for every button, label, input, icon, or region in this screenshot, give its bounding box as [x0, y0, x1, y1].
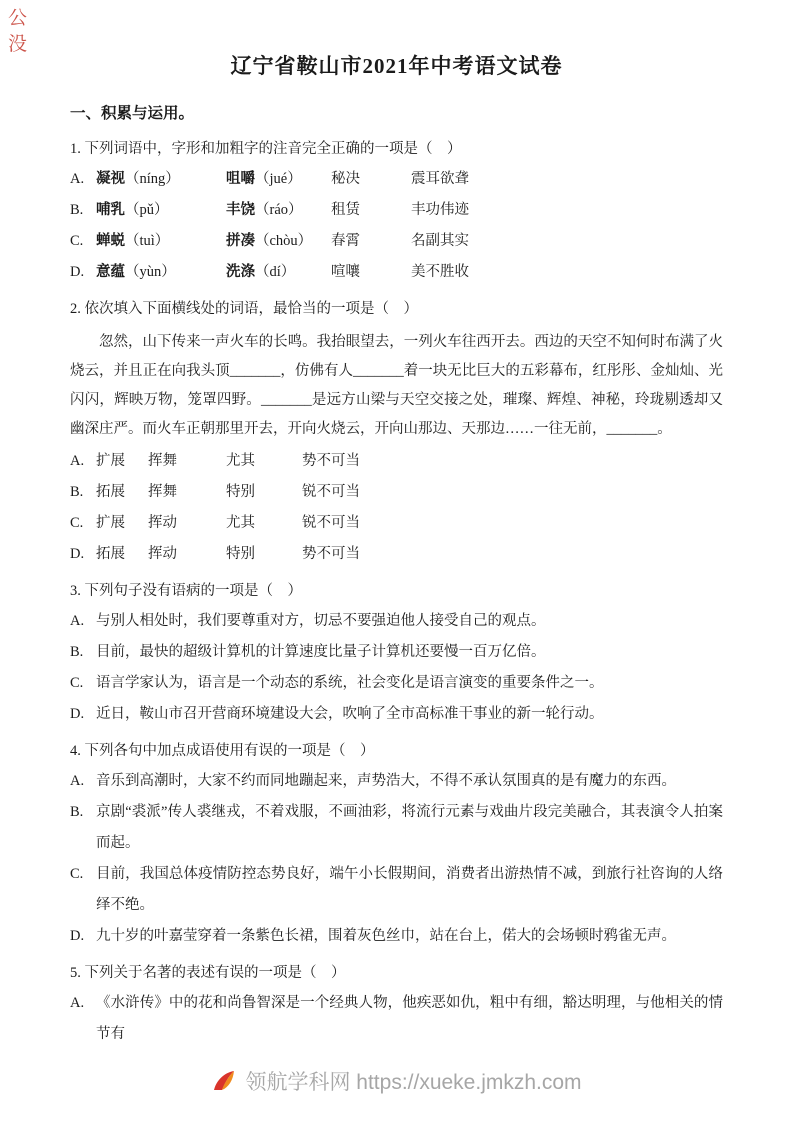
q2-word: 特别	[226, 484, 255, 500]
question-1	[70, 134, 723, 288]
question-1-stem: 1. 下列词语中，字形和加粗字的注音完全正确的一项是（ ）	[70, 141, 462, 157]
q4-option-a	[70, 766, 723, 797]
option-label: D.	[70, 928, 85, 944]
q2-option-b	[70, 477, 723, 508]
q1-word: 租赁	[331, 202, 360, 218]
page-title: 辽宁省鞍山市2021年中考语文试卷	[230, 54, 563, 78]
watermark-text: 领航学科网 https://xueke.jmkzh.com	[245, 1071, 582, 1094]
q1-pinyin: （níng）	[125, 171, 180, 187]
q2-word: 挥动	[148, 515, 177, 531]
q3-option-c	[70, 668, 723, 699]
option-label: A.	[70, 773, 85, 789]
q1-word: 震耳欲聋	[411, 171, 469, 187]
q2-word: 扩展	[96, 515, 125, 531]
option-label: D.	[70, 706, 85, 722]
question-3-stem: 3. 下列句子没有语病的一项是（ ）	[70, 583, 302, 599]
option-text: 目前，我国总体疫情防控态势良好，端午小长假期间，消费者出游热情不减，到旅行社咨询的人络绎不绝。	[96, 866, 723, 913]
q2-option-d	[70, 539, 723, 570]
q1-option-a	[70, 164, 723, 195]
option-text: 近日，鞍山市召开营商环境建设大会，吹响了全市高标准干事业的新一轮行动。	[96, 706, 604, 722]
q4-option-c	[70, 859, 723, 921]
option-label: B.	[70, 804, 84, 820]
q1-word: 丰功伟迹	[411, 202, 469, 218]
option-label: B.	[70, 484, 84, 500]
q1-word: 喧嚷	[331, 264, 360, 280]
option-text: 语言学家认为，语言是一个动态的系统，社会变化是语言演变的重要条件之一。	[96, 675, 604, 691]
q1-word: 蝉蜕	[96, 233, 125, 249]
option-label: C.	[70, 233, 84, 249]
option-label: D.	[70, 264, 85, 280]
q2-word: 尤其	[226, 453, 255, 469]
q1-word: 美不胜收	[411, 264, 469, 280]
option-label: B.	[70, 202, 84, 218]
q2-word: 锐不可当	[302, 484, 360, 500]
q1-word: 丰饶	[226, 202, 255, 218]
option-text: 《水浒传》中的花和尚鲁智深是一个经典人物，他疾恶如仇，粗中有细，豁达明理，与他相关的情节有	[96, 995, 723, 1042]
q2-word: 拓展	[96, 546, 125, 562]
q2-word: 特别	[226, 546, 255, 562]
q1-word: 名副其实	[411, 233, 469, 249]
watermark-footer	[0, 1066, 793, 1096]
q2-word: 势不可当	[302, 453, 360, 469]
q1-word: 秘决	[331, 171, 360, 187]
q1-word: 春霄	[331, 233, 360, 249]
option-label: C.	[70, 675, 84, 691]
q1-pinyin: （jué）	[255, 171, 302, 187]
option-label: A.	[70, 171, 85, 187]
q1-word: 凝视	[96, 171, 125, 187]
q5-option-a	[70, 988, 723, 1050]
q1-word: 洗涤	[226, 264, 255, 280]
q2-option-a	[70, 446, 723, 477]
q2-word: 挥舞	[148, 484, 177, 500]
q1-pinyin: （yùn）	[125, 264, 176, 280]
q1-option-b	[70, 195, 723, 226]
option-text: 与别人相处时，我们要尊重对方，切忌不要强迫他人接受自己的观点。	[96, 613, 546, 629]
option-text: 京剧“裘派”传人裘继戎，不着戏服，不画油彩，将流行元素与戏曲片段完美融合，其表演令人拍案而起。	[96, 804, 723, 851]
q2-option-c	[70, 508, 723, 539]
q4-option-b	[70, 797, 723, 859]
q2-word: 势不可当	[302, 546, 360, 562]
q2-word: 尤其	[226, 515, 255, 531]
option-text: 音乐到高潮时，大家不约而同地蹦起来，声势浩大，不得不承认氛围真的是有魔力的东西。	[96, 773, 676, 789]
option-label: A.	[70, 995, 85, 1011]
option-label: A.	[70, 453, 85, 469]
question-4	[70, 736, 723, 952]
q1-word: 咀嚼	[226, 171, 255, 187]
question-2-passage: 忽然，山下传来一声火车的长鸣。我抬眼望去，一列火车往西开去。西边的天空不知何时布满了火烧云，并且正在向我头顶_______，仿佛有人_______着一块无比巨大的五彩幕布，红彤彤、金灿灿、光闪闪，辉映万物，笼罩四野。_______是远方山梁与天空交接之处，璀璨、辉煌、神秘，玲珑剔透却又幽深庄严。而火车正朝那里开去，开向火烧云，开向山那边、天那边……一往无前，_______。	[70, 334, 723, 437]
option-label: A.	[70, 613, 85, 629]
xueke-logo-icon	[211, 1068, 237, 1094]
option-label: B.	[70, 644, 84, 660]
q2-word: 锐不可当	[302, 515, 360, 531]
question-5-stem: 5. 下列关于名著的表述有误的一项是（ ）	[70, 965, 346, 981]
option-label: C.	[70, 515, 84, 531]
q2-word: 挥动	[148, 546, 177, 562]
q1-pinyin: （ráo）	[255, 202, 303, 218]
q1-pinyin: （dí）	[255, 264, 296, 280]
q3-option-b	[70, 637, 723, 668]
q2-word: 挥舞	[148, 453, 177, 469]
option-label: D.	[70, 546, 85, 562]
q3-option-d	[70, 699, 723, 730]
q1-pinyin: （tuì）	[125, 233, 170, 249]
question-3	[70, 576, 723, 730]
option-label: C.	[70, 866, 84, 882]
option-text: 目前，最快的超级计算机的计算速度比量子计算机还要慢一百万亿倍。	[96, 644, 546, 660]
red-stamp-icon-2: 没	[8, 34, 28, 55]
section-heading-1: 一、积累与运用。	[70, 105, 195, 122]
q1-word: 哺乳	[96, 202, 125, 218]
q1-word: 意蕴	[96, 264, 125, 280]
q1-pinyin: （pǔ）	[125, 202, 169, 218]
q3-option-a	[70, 606, 723, 637]
question-2	[70, 294, 723, 570]
q1-word: 拼凑	[226, 233, 255, 249]
corner-stamps	[8, 6, 27, 58]
q1-option-d	[70, 257, 723, 288]
q4-option-d	[70, 921, 723, 952]
q1-option-c	[70, 226, 723, 257]
q2-word: 拓展	[96, 484, 125, 500]
question-5	[70, 958, 723, 1050]
question-2-stem: 2. 依次填入下面横线处的词语，最恰当的一项是（ ）	[70, 301, 418, 317]
q2-word: 扩展	[96, 453, 125, 469]
question-4-stem: 4. 下列各句中加点成语使用有误的一项是（ ）	[70, 743, 375, 759]
red-stamp-icon-1: 公	[8, 8, 28, 29]
q1-pinyin: （chòu）	[255, 233, 313, 249]
option-text: 九十岁的叶嘉莹穿着一条紫色长裙，围着灰色丝巾，站在台上，偌大的会场顿时鸦雀无声。	[96, 928, 676, 944]
